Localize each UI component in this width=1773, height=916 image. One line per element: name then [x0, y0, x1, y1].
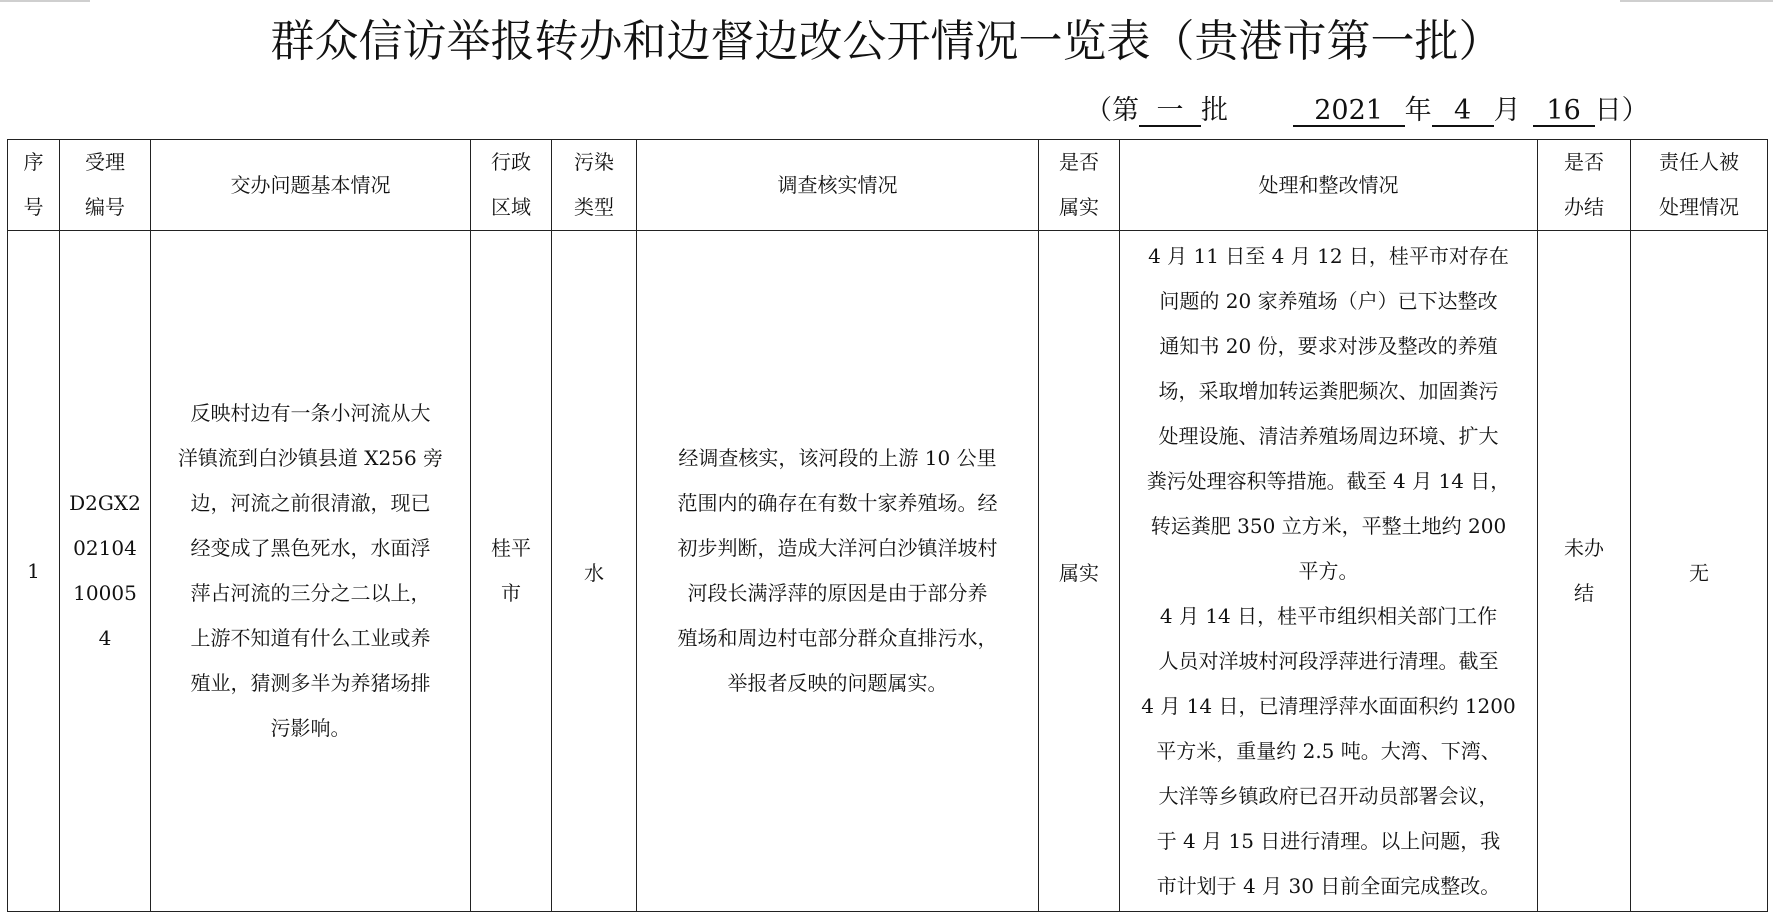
batch-date-line	[1085, 94, 1649, 128]
treatment-paragraph-1-end: 平方。	[1298, 558, 1359, 583]
header-basic-info: 交办问题基本情况	[151, 140, 471, 231]
page-title: 群众信访举报转办和边督边改公开情况一览表（贵港市第一批）	[270, 16, 1503, 67]
header-row	[8, 140, 1768, 231]
treatment-paragraph-2: 4 月 14 日，桂平市组织相关部门工作 人员对洋坡村河段浮萍进行清理。截至 4 月 14 日，已清理浮萍水面面积约 1200 平方米，重量约 2.5 吨。大湾、下湾、 大洋等乡镇政府已召开动员部署会议， 于 4 月 15 日进行清理。以上问题，我 市计划于 4 月 30 日前全面完成整改。	[1141, 603, 1516, 898]
cell-investigation: 经调查核实，该河段的上游 10 公里 范围内的确存在有数十家养殖场。经 初步判断，造成大洋河白沙镇洋坡村 河段长满浮萍的原因是由于部分养 殖场和周边村屯部分群众直排污水， 举报者反映的问题属实。	[637, 231, 1039, 912]
header-treatment: 处理和整改情况	[1120, 140, 1538, 231]
top-edge-line-right	[1620, 0, 1773, 2]
batch-month: 4	[1432, 97, 1494, 127]
table-row	[8, 231, 1768, 912]
report-table	[7, 139, 1768, 912]
batch-day-word: 日）	[1594, 95, 1649, 126]
cell-region: 桂平 市	[471, 231, 552, 912]
cell-accept-no: D2GX2 02104 10005 4	[60, 231, 151, 912]
batch-open: （第	[1085, 95, 1139, 126]
cell-basic-info: 反映村边有一条小河流从大 洋镇流到白沙镇县道 X256 旁 边，河流之前很清澈，现已 经变成了黑色死水，水面浮 萍占河流的三分之二以上， 上游不知道有什么工业或养 殖业，猜测多半为养猪场排 污影响。	[151, 231, 471, 912]
treatment-paragraph-1: 4 月 11 日至 4 月 12 日，桂平市对存在 问题的 20 家养殖场（户）已下达整改 通知书 20 份，要求对涉及整改的养殖 场，采取增加转运粪肥频次、加固粪污 处理设施、清洁养殖场周边环境、扩大 粪污处理容积等措施。截至 4 月 14 日， 转运粪肥 350 立方米，平整土地约 200	[1146, 243, 1511, 538]
header-seq: 序 号	[8, 140, 60, 231]
header-verified: 是否 属实	[1039, 140, 1120, 231]
cell-treatment	[1120, 231, 1538, 912]
header-closed: 是否 办结	[1538, 140, 1631, 231]
header-pollution-type: 污染 类型	[552, 140, 637, 231]
cell-seq: 1	[8, 231, 60, 912]
batch-year: 2021	[1293, 97, 1405, 127]
batch-year-word: 年	[1404, 95, 1432, 126]
header-investigation: 调查核实情况	[637, 140, 1039, 231]
cell-pollution-type: 水	[552, 231, 637, 912]
top-edge-line-left	[0, 0, 90, 2]
header-accept-no: 受理 编号	[60, 140, 151, 231]
cell-responsible: 无	[1631, 231, 1768, 912]
batch-day: 16	[1533, 97, 1595, 127]
batch-month-word: 月	[1493, 95, 1521, 126]
batch-word: 批	[1201, 95, 1228, 126]
batch-number: 一	[1139, 97, 1201, 127]
cell-closed: 未办 结	[1538, 231, 1631, 912]
header-responsible: 责任人被 处理情况	[1631, 140, 1768, 231]
cell-verified: 属实	[1039, 231, 1120, 912]
header-region: 行政 区域	[471, 140, 552, 231]
